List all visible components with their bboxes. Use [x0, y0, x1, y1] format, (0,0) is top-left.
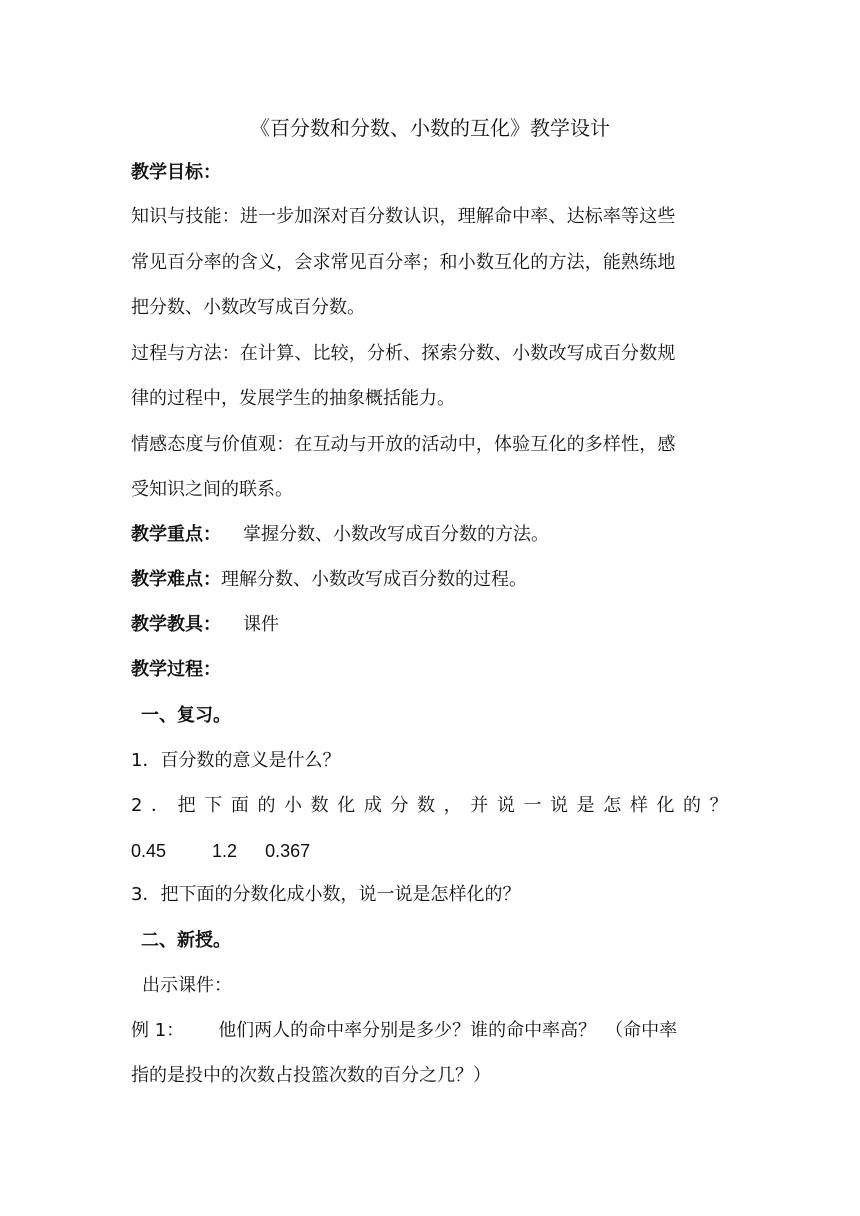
emotion-line-1: 情感态度与价值观：在互动与开放的活动中，体验互化的多样性，感 [131, 434, 676, 455]
example-text-2: 指的是投中的次数占投篮次数的百分之几？） [131, 1065, 491, 1086]
question-2: 2．把下面的小数化成分数，并说一说是怎样化的？ [131, 795, 737, 816]
difficulty-row [131, 567, 731, 593]
goals-heading: 教学目标： [131, 162, 221, 183]
new-lesson-heading: 二、新授。 [141, 930, 231, 951]
decimal-2: 1.2 [212, 841, 238, 861]
knowledge-line-2: 常见百分率的含义，会求常见百分率；和小数互化的方法，能熟练地 [131, 252, 676, 273]
key-point-row [131, 522, 731, 548]
difficulty-label: 教学难点： [131, 569, 221, 590]
decimals-row [131, 838, 731, 864]
question-1: 1．百分数的意义是什么？ [131, 750, 341, 771]
tools-label: 教学教具： [131, 614, 221, 635]
emotion-line-2: 受知识之间的联系。 [131, 479, 293, 500]
show-courseware: 出示课件： [142, 975, 232, 996]
review-heading: 一、复习。 [141, 705, 231, 726]
decimal-1: 0.45 [131, 841, 167, 861]
process-line-1: 过程与方法：在计算、比较，分析、探索分数、小数改写成百分数规 [131, 343, 676, 364]
example-label: 例 1： [131, 1020, 185, 1041]
knowledge-line-3: 把分数、小数改写成百分数。 [131, 297, 365, 318]
decimal-3: 0.367 [265, 841, 311, 861]
key-point-label: 教学重点： [131, 524, 221, 545]
key-point-text: 掌握分数、小数改写成百分数的方法。 [243, 524, 549, 545]
tools-row [131, 612, 731, 638]
example-text-1: 他们两人的命中率分别是多少？谁的命中率高？ （命中率 [218, 1020, 678, 1041]
example-row [131, 1018, 731, 1044]
tools-text: 课件 [243, 614, 279, 635]
document-title: 《百分数和分数、小数的互化》教学设计 [250, 116, 610, 140]
process-line-2: 律的过程中，发展学生的抽象概括能力。 [131, 388, 455, 409]
process-heading: 教学过程： [131, 659, 221, 680]
knowledge-line-1: 知识与技能：进一步加深对百分数认识，理解命中率、达标率等这些 [131, 206, 676, 227]
difficulty-text: 理解分数、小数改写成百分数的过程。 [221, 569, 527, 590]
question-3: 3．把下面的分数化成小数，说一说是怎样化的？ [131, 884, 521, 905]
